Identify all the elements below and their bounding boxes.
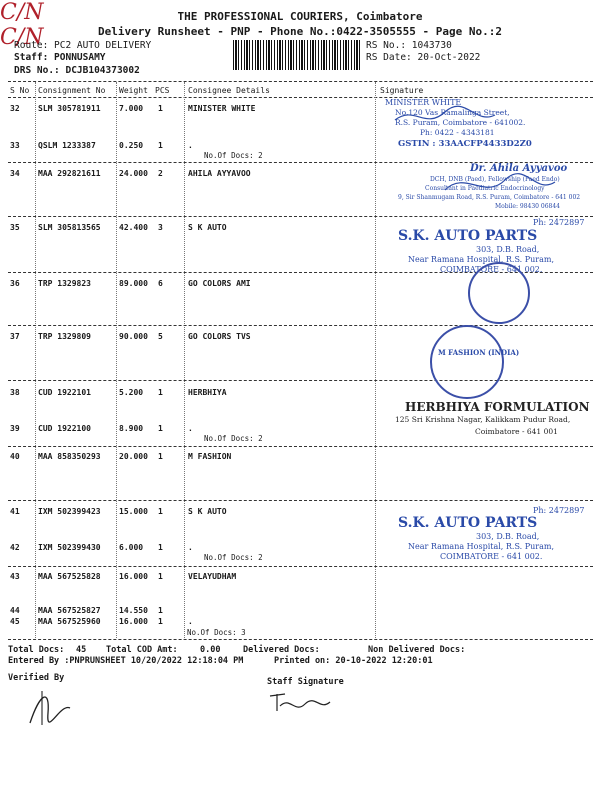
staff-label: Staff: PONNUSAMY [14,52,106,63]
stamp-line: Consultant in Paediatric Endocrinology [425,185,545,192]
runsheet-subtitle: Delivery Runsheet - PNP - Phone No.:0422-3505555 - Page No.:2 [98,25,502,38]
non-delivered-docs-label: Non Delivered Docs: [368,645,466,655]
header-bottom-rule [8,97,593,98]
row-pcs: 1 [158,543,163,552]
row-weight: 16.000 [119,572,148,581]
row-weight: 7.000 [119,104,144,113]
row-consignee: S K AUTO [188,507,227,516]
row-consignee: GO COLORS AMI [188,279,251,288]
row-sno: 39 [10,424,20,433]
row-consignment: QSLM 1233387 [38,141,96,150]
stamp-line: Ph: 2472897 [533,506,585,515]
row-pcs: 6 [158,279,163,288]
row-consignment: MAA 567525827 [38,606,101,615]
row-weight: 20.000 [119,452,148,461]
row-consignment: TRP 1329823 [38,279,91,288]
table-bottom-rule [8,639,593,640]
col-consignee: Consignee Details [188,86,270,95]
company-title: THE PROFESSIONAL COURIERS, Coimbatore [177,10,423,23]
row-sno: 35 [10,223,20,232]
stamp-line: Mobile: 98430 06844 [495,203,560,210]
stamp-line: DCH, DNB (Paed), Fellowship (Paed Endo) [430,176,560,183]
row-consignee: . [188,141,193,150]
row-pcs: 1 [158,141,163,150]
row-consignment: MAA 858350293 [38,452,101,461]
row-pcs: 1 [158,507,163,516]
row-doc-count: No.Of Docs: 2 [204,553,263,562]
row-sno: 33 [10,141,20,150]
row-weight: 8.900 [119,424,144,433]
col-pcs: PCS [155,86,170,95]
row-rule [8,380,593,381]
staff-signature [265,686,335,716]
stamp-line: MINISTER WHITE [385,98,462,107]
row-pcs: 2 [158,169,163,178]
verifier-signature [20,683,80,728]
stamp-line: COIMBATORE - 641 002. [440,552,543,561]
row-weight: 0.250 [119,141,144,150]
row-weight: 6.000 [119,543,144,552]
stamp-line: COIMBATORE - 641 002. [440,265,543,274]
row-consignment: CUD 1922100 [38,424,91,433]
row-pcs: 5 [158,332,163,341]
row-sno: 45 [10,617,20,626]
drs-number: DRS No.: DCJB104373002 [14,65,140,76]
entered-by: Entered By :PNPRUNSHEET 10/20/2022 12:18:04 PM [8,656,244,666]
row-weight: 15.000 [119,507,148,516]
row-weight: 42.400 [119,223,148,232]
row-consignment: SLM 305813565 [38,223,101,232]
row-consignee: . [188,543,193,552]
stamp-line: No.120 Vas Ramalinga Street, [395,108,510,117]
row-consignment: IXM 502399423 [38,507,101,516]
stamp-line: Coimbatore - 641 001 [475,427,558,436]
row-pcs: 1 [158,617,163,626]
stamp-line: S.K. AUTO PARTS [398,515,538,531]
row-sno: 37 [10,332,20,341]
col-weight: Weight [119,86,148,95]
row-pcs: 1 [158,388,163,397]
row-consignee: GO COLORS TVS [188,332,251,341]
row-consignment: TRP 1329809 [38,332,91,341]
row-consignee: HERBHIYA [188,388,227,397]
stamp-line: Ph: 0422 - 4343181 [420,128,495,137]
col-divider [184,82,185,638]
row-consignee: MINISTER WHITE [188,104,256,113]
handwritten-cn: C/N [0,0,44,25]
row-pcs: 3 [158,223,163,232]
row-consignee: VELAYUDHAM [188,572,237,581]
row-doc-count: No.Of Docs: 3 [187,628,246,637]
row-weight: 89.000 [119,279,148,288]
row-pcs: 1 [158,572,163,581]
col-consignment: Consignment No [38,86,106,95]
row-consignment: MAA 567525960 [38,617,101,626]
route-label: Route: PC2 AUTO DELIVERY [14,40,152,51]
handwritten-cn: C/N [0,25,44,50]
round-seal [468,262,530,324]
row-weight: 24.000 [119,169,148,178]
stamp-line: Ph: 2472897 [533,218,585,227]
total-cod-label: Total COD Amt: [106,645,178,655]
total-docs-label: Total Docs: [8,645,65,655]
header-top-rule [8,81,593,82]
stamp-line: GSTIN : 33AACFP4433D2Z0 [398,139,532,149]
row-rule [8,325,593,326]
col-sno: S No [10,86,30,95]
row-consignee: . [188,617,193,626]
row-rule [8,500,593,501]
rs-number: RS No.: 1043730 [366,40,452,51]
row-sno: 43 [10,572,20,581]
staff-signature-label: Staff Signature [267,677,344,687]
row-consignee: M FASHION [188,452,232,461]
printed-on: Printed on: 20-10-2022 12:20:01 [274,656,433,666]
col-divider [116,82,117,638]
row-sno: 32 [10,104,20,113]
m-fashion-seal-text: M FASHION (INDIA) [438,348,520,357]
row-rule [8,566,593,567]
signature-scribbles [385,100,585,220]
row-sno: 41 [10,507,20,516]
row-sno: 40 [10,452,20,461]
stamp-line: HERBHIYA FORMULATION [405,400,590,414]
verified-by-label: Verified By [8,673,65,683]
row-weight: 90.000 [119,332,148,341]
total-docs-value: 45 [76,645,87,655]
row-weight: 14.550 [119,606,148,615]
row-pcs: 1 [158,104,163,113]
row-doc-count: No.Of Docs: 2 [204,434,263,443]
stamp-line: 9, Sir Shanmugam Road, R.S. Puram, Coimbatore - 641 002 [398,194,581,201]
stamp-line: 303, D.B. Road, [476,532,540,541]
row-rule [8,446,593,447]
row-consignment: CUD 1922101 [38,388,91,397]
row-pcs: 1 [158,606,163,615]
row-consignment: MAA 567525828 [38,572,101,581]
row-consignee: . [188,424,193,433]
stamp-line: 125 Sri Krishna Nagar, Kalikkam Pudur Road, [395,415,571,424]
row-consignment: IXM 502399430 [38,543,101,552]
stamp-line: Near Ramana Hospital, R.S. Puram, [408,255,554,264]
row-consignment: SLM 305781911 [38,104,101,113]
m-fashion-seal [430,325,504,399]
row-consignee: S K AUTO [188,223,227,232]
col-divider [375,82,376,638]
stamp-line: Dr. Ahila Ayyavoo [470,163,568,174]
stamp-line: 303, D.B. Road, [476,245,540,254]
stamp-line: Near Ramana Hospital, R.S. Puram, [408,542,554,551]
row-sno: 36 [10,279,20,288]
total-cod-value: 0.00 [200,645,221,655]
row-consignment: MAA 292821611 [38,169,101,178]
row-consignee: AHILA AYYAVOO [188,169,251,178]
stamp-line: S.K. AUTO PARTS [398,228,538,244]
barcode [233,40,360,70]
row-doc-count: No.Of Docs: 2 [204,151,263,160]
col-signature: Signature [380,86,424,95]
delivered-docs-label: Delivered Docs: [243,645,320,655]
row-weight: 5.200 [119,388,144,397]
row-sno: 38 [10,388,20,397]
row-pcs: 1 [158,424,163,433]
stamp-line: R.S. Puram, Coimbatore - 641002. [395,118,526,127]
row-weight: 16.000 [119,617,148,626]
col-divider [35,82,36,638]
row-sno: 42 [10,543,20,552]
row-sno: 34 [10,169,20,178]
row-sno: 44 [10,606,20,615]
row-pcs: 1 [158,452,163,461]
rs-date: RS Date: 20-Oct-2022 [366,52,481,63]
